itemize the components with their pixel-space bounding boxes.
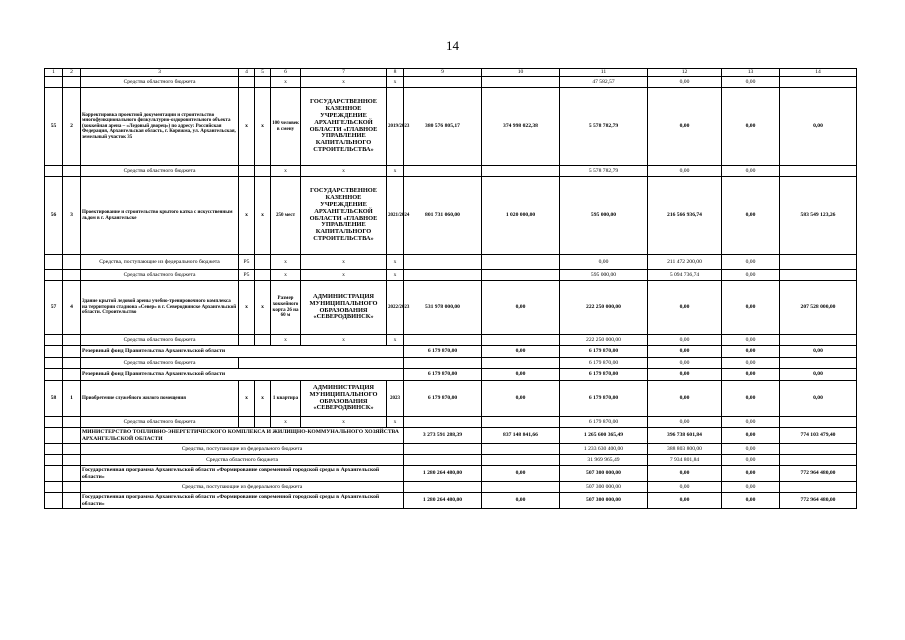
source-label: Средства областного бюджета: [81, 335, 239, 346]
source-label: Средства, поступающие из федерального бюджета: [81, 255, 239, 270]
source-label: Средства, поступающие из федерального бюджета: [81, 444, 404, 455]
source-label: Средства областного бюджета: [81, 417, 239, 428]
customer-org: ГОСУДАРСТВЕННОЕ КАЗЕННОЕ УЧРЕЖДЕНИЕ АРХАНГЕЛЬСКОЙ ОБЛАСТИ «ГЛАВНОЕ УПРАВЛЕНИЕ КАПИТАЛЬНОГО СТРОИТЕЛЬСТВА»: [301, 177, 387, 255]
header-cell: 7: [301, 69, 387, 77]
source-label: Средства областного бюджета: [81, 270, 239, 281]
table-row: Средства областного бюджета x x x 47 582,57 0,00 0,00: [45, 77, 857, 88]
header-cell: 4: [239, 69, 255, 77]
object-name: Проектирование и строительство крытого катка с искусственным льдом в г. Архангельске: [81, 177, 239, 255]
source-label: Средства областного бюджета: [81, 77, 239, 88]
header-cell: 1: [45, 69, 63, 77]
source-label: Средства областного бюджета: [81, 166, 239, 177]
object-name: Здание крытой ледовой арены учебно-тренировочного комплекса на территории стадиона «Север» в г. Северодвинске Архангельской области. Строительство: [81, 281, 239, 335]
table-row-state-programme: Государственная программа Архангельской области «Формирование современной городской среды в Архангельской области» 1 280 264 480,00 0,00 507 300 000,00 0,00 0,00 772 964 480,00: [45, 466, 857, 482]
header-cell: 11: [560, 69, 648, 77]
header-cell: 9: [404, 69, 482, 77]
customer-org: ГОСУДАРСТВЕННОЕ КАЗЕННОЕ УЧРЕЖДЕНИЕ АРХАНГЕЛЬСКОЙ ОБЛАСТИ «ГЛАВНОЕ УПРАВЛЕНИЕ КАПИТАЛЬНОГО СТРОИТЕЛЬСТВА»: [301, 88, 387, 166]
table-row-57: 57 4 Здание крытой ледовой арены учебно-тренировочного комплекса на территории стадиона «Север» в г. Северодвинске Архангельской области. Строительство x x Размер хоккейного корта 26 на 60 м АДМИНИСТРАЦИЯ МУНИЦИПАЛЬНОГО ОБРАЗОВАНИЯ «СЕВЕРОДВИНСК» 2022/2023 531 978 000,00 0,00 222 250 000,00 0,00 0,00 207 528 000,00: [45, 281, 857, 335]
source-label: Средства областного бюджета: [81, 455, 404, 466]
table-row-55: 55 2 Корректировка проектной документации и строительство многофункционального физкультурно-оздоровительного объекта (хоккейная арена – «Ледовый дворец») по адресу: Российская Федерация, Архангельская область, г. Коряжма, ул. Архангельская, земельный участок 35 x x 100 человек в смену ГОСУДАРСТВЕННОЕ КАЗЕННОЕ УЧРЕЖДЕНИЕ АРХАНГЕЛЬСКОЙ ОБЛАСТИ «ГЛАВНОЕ УПРАВЛЕНИЕ КАПИТАЛЬНОГО СТРОИТЕЛЬСТВА» 2019/2023 380 576 805,17 374 998 022,38 5 578 782,79 0,00 0,00 0,00: [45, 88, 857, 166]
header-cell: 5: [255, 69, 271, 77]
table-row-58: 58 1 Приобретение служебного жилого помещения x x 1 квартира АДМИНИСТРАЦИЯ МУНИЦИПАЛЬНОГО ОБРАЗОВАНИЯ «СЕВЕРОДВИНСК» 2023 6 179 870,00 0,00 6 179 870,00 0,00 0,00 0,00: [45, 381, 857, 417]
budget-table: [44, 68, 857, 509]
header-row: [45, 69, 857, 77]
table-row-state-programme: Государственная программа Архангельской области «Формирование современной городской среды в Архангельской области» 1 280 264 480,00 0,00 507 300 000,00 0,00 0,00 772 964 480,00: [45, 493, 857, 509]
object-name: Корректировка проектной документации и строительство многофункционального физкультурно-оздоровительного объекта (хоккейная арена – «Ледовый дворец») по адресу: Российская Федерация, Архангельская область, г. Коряжма, ул. Архангельская, земельный участок 35: [81, 88, 239, 166]
page-number: 14: [446, 38, 459, 53]
table-row-reserve-fund: Резервный фонд Правительства Архангельской области 6 179 870,00 0,00 6 179 870,00 0,00 0,00 0,00: [45, 369, 857, 381]
customer-org: АДМИНИСТРАЦИЯ МУНИЦИПАЛЬНОГО ОБРАЗОВАНИЯ «СЕВЕРОДВИНСК»: [301, 381, 387, 417]
header-cell: 14: [780, 69, 857, 77]
table-row: Средства областного бюджета 31 969 965,49 7 934 801,84 0,00: [45, 455, 857, 466]
customer-org: АДМИНИСТРАЦИЯ МУНИЦИПАЛЬНОГО ОБРАЗОВАНИЯ «СЕВЕРОДВИНСК»: [301, 281, 387, 335]
table-row-reserve-fund: Резервный фонд Правительства Архангельской области 6 179 870,00 0,00 6 179 870,00 0,00 0,00 0,00: [45, 346, 857, 358]
table-row-ministry: МИНИСТЕРСТВО ТОПЛИВНО-ЭНЕРГЕТИЧЕСКОГО КОМПЛЕКСА И ЖИЛИЩНО-КОММУНАЛЬНОГО ХОЗЯЙСТВА АРХАНГЕЛЬСКОЙ ОБЛАСТИ 3 273 591 288,39 837 148 841,66 1 265 600 365,49 396 738 601,84 0,00 774 103 479,40: [45, 428, 857, 444]
table-row: Средства областного бюджета P5 x x x 595 000,00 5 094 736,74 0,00: [45, 270, 857, 281]
object-name: Приобретение служебного жилого помещения: [81, 381, 239, 417]
table-row-56: 56 3 Проектирование и строительство крытого катка с искусственным льдом в г. Архангельске x x 250 мест ГОСУДАРСТВЕННОЕ КАЗЕННОЕ УЧРЕЖДЕНИЕ АРХАНГЕЛЬСКОЙ ОБЛАСТИ «ГЛАВНОЕ УПРАВЛЕНИЕ КАПИТАЛЬНОГО СТРОИТЕЛЬСТВА» 2021/2024 801 731 060,00 1 020 000,00 595 000,00 216 566 936,74 0,00 583 549 123,26: [45, 177, 857, 255]
source-label: Средства, поступающие из федерального бюджета: [81, 482, 404, 493]
header-cell: 8: [387, 69, 404, 77]
table-row: Средства, поступающие из федерального бюджета 507 300 000,00 0,00 0,00: [45, 482, 857, 493]
table-row: Средства областного бюджета x x x 6 179 870,00 0,00 0,00: [45, 417, 857, 428]
table-row: Средства, поступающие из федерального бюджета P5 x x x 0,00 211 472 200,00 0,00: [45, 255, 857, 270]
header-cell: 3: [81, 69, 239, 77]
table-row: Средства областного бюджета 6 179 870,00 0,00 0,00: [45, 358, 857, 369]
table-row: Средства областного бюджета x x x 222 250 000,00 0,00 0,00: [45, 335, 857, 346]
header-cell: 6: [271, 69, 301, 77]
header-cell: 13: [722, 69, 780, 77]
header-cell: 10: [482, 69, 560, 77]
header-cell: 12: [648, 69, 722, 77]
table-row: Средства, поступающие из федерального бюджета 1 233 630 400,00 388 803 800,00 0,00: [45, 444, 857, 455]
header-cell: 2: [63, 69, 81, 77]
table-row: Средства областного бюджета x x x 5 578 782,79 0,00 0,00: [45, 166, 857, 177]
source-label: Средства областного бюджета: [81, 358, 239, 369]
